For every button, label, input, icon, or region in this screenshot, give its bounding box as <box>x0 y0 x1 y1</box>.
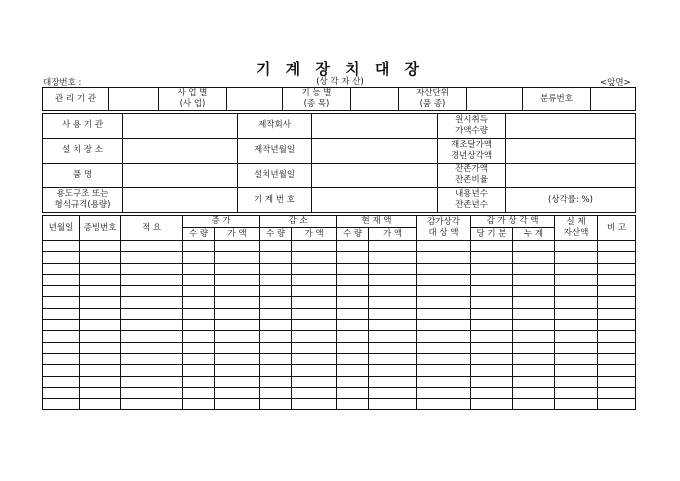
ledger-cell[interactable] <box>80 241 121 252</box>
ledger-cell[interactable] <box>417 274 471 285</box>
ledger-cell[interactable] <box>260 297 292 308</box>
table-row <box>43 241 636 252</box>
ledger-cell[interactable] <box>292 353 337 364</box>
ledger-cell[interactable] <box>513 320 555 331</box>
ledger-cell[interactable] <box>260 252 292 263</box>
ledger-cell[interactable] <box>513 263 555 274</box>
ledger-cell[interactable] <box>369 274 417 285</box>
ledger-cell[interactable] <box>80 263 121 274</box>
asset-info-table <box>42 113 636 213</box>
ledger-body <box>43 241 636 410</box>
ledger-cell[interactable] <box>369 241 417 252</box>
ledger-cell[interactable] <box>598 320 636 331</box>
ledger-cell[interactable] <box>121 353 183 364</box>
ledger-cell[interactable] <box>555 331 598 342</box>
manufacturer-field[interactable] <box>312 114 438 139</box>
install-date-field[interactable] <box>312 163 438 188</box>
ledger-cell[interactable] <box>121 376 183 387</box>
ledger-cell[interactable] <box>555 365 598 376</box>
ledger-cell[interactable] <box>121 387 183 398</box>
ledger-cell[interactable] <box>513 252 555 263</box>
ledger-number-label: 대장번호 : <box>43 78 82 88</box>
ledger-cell[interactable] <box>80 365 121 376</box>
ledger-cell[interactable] <box>260 365 292 376</box>
ledger-cell[interactable] <box>417 365 471 376</box>
ledger-cell[interactable] <box>513 365 555 376</box>
ledger-cell[interactable] <box>43 399 80 410</box>
ledger-cell[interactable] <box>121 308 183 319</box>
ledger-cell[interactable] <box>471 365 513 376</box>
ledger-cell[interactable] <box>183 263 215 274</box>
management-org-label: 관 리 기 관 <box>43 88 109 111</box>
ledger-cell[interactable] <box>260 308 292 319</box>
ledger-cell[interactable] <box>43 308 80 319</box>
sub-decrease-amount: 가 액 <box>292 228 337 241</box>
ledger-cell[interactable] <box>183 365 215 376</box>
manufacturer-label: 제작회사 <box>238 114 312 139</box>
asset-unit-field[interactable] <box>467 88 523 111</box>
ledger-cell[interactable] <box>337 297 369 308</box>
ledger-cell[interactable] <box>598 387 636 398</box>
ledger-cell[interactable] <box>183 297 215 308</box>
ledger-cell[interactable] <box>598 308 636 319</box>
page-side-label: <앞면> <box>600 78 631 88</box>
ledger-cell[interactable] <box>43 365 80 376</box>
ledger-cell[interactable] <box>513 286 555 297</box>
ledger-cell[interactable] <box>43 263 80 274</box>
ledger-cell[interactable] <box>598 252 636 263</box>
ledger-cell[interactable] <box>471 286 513 297</box>
ledger-cell[interactable] <box>121 331 183 342</box>
user-org-field[interactable] <box>123 114 238 139</box>
ledger-cell[interactable] <box>43 241 80 252</box>
user-org-label: 사 용 기 관 <box>43 114 123 139</box>
ledger-cell[interactable] <box>369 263 417 274</box>
ledger-cell[interactable] <box>417 308 471 319</box>
ledger-cell[interactable] <box>43 297 80 308</box>
ledger-cell[interactable] <box>513 274 555 285</box>
table-row <box>43 399 636 410</box>
ledger-cell[interactable] <box>292 331 337 342</box>
ledger-cell[interactable] <box>337 263 369 274</box>
ledger-cell[interactable] <box>417 342 471 353</box>
ledger-cell[interactable] <box>471 263 513 274</box>
ledger-cell[interactable] <box>369 286 417 297</box>
ledger-cell[interactable] <box>598 297 636 308</box>
item-name-field[interactable] <box>123 163 238 188</box>
residual-value-label: 잔존가액 잔존비율 <box>438 163 506 188</box>
ledger-cell[interactable] <box>471 387 513 398</box>
sub-increase-amount: 가 액 <box>215 228 260 241</box>
document-subtitle: (상 각 자 산) <box>316 77 364 87</box>
col-depreciation-amount: 감 가 상 각 액 <box>471 216 555 228</box>
ledger-cell[interactable] <box>183 274 215 285</box>
refurbishment-label: 재조달가액 경년상각액 <box>438 138 506 163</box>
ledger-cell[interactable] <box>337 353 369 364</box>
ledger-cell[interactable] <box>121 286 183 297</box>
ledger-cell[interactable] <box>260 331 292 342</box>
orig-acquisition-field[interactable] <box>506 114 636 139</box>
usage-structure-field[interactable] <box>123 188 238 213</box>
ledger-cell[interactable] <box>417 320 471 331</box>
by-business-label: 사 업 별 (사 업) <box>159 88 227 111</box>
ledger-cell[interactable] <box>471 342 513 353</box>
ledger-cell[interactable] <box>555 353 598 364</box>
table-row <box>43 376 636 387</box>
ledger-cell[interactable] <box>417 286 471 297</box>
ledger-cell[interactable] <box>337 308 369 319</box>
sub-increase-qty: 수 량 <box>183 228 215 241</box>
ledger-cell[interactable] <box>513 331 555 342</box>
ledger-cell[interactable] <box>555 308 598 319</box>
ledger-cell[interactable] <box>292 387 337 398</box>
ledger-cell[interactable] <box>80 353 121 364</box>
ledger-cell[interactable] <box>555 320 598 331</box>
ledger-cell[interactable] <box>43 320 80 331</box>
ledger-cell[interactable] <box>292 252 337 263</box>
col-increase: 증 가 <box>183 216 260 228</box>
col-date: 년월일 <box>43 216 80 241</box>
ledger-cell[interactable] <box>598 399 636 410</box>
col-remarks: 비 고 <box>598 216 636 241</box>
ledger-cell[interactable] <box>292 241 337 252</box>
by-function-field[interactable] <box>351 88 399 111</box>
ledger-cell[interactable] <box>260 376 292 387</box>
ledger-cell[interactable] <box>121 297 183 308</box>
ledger-cell[interactable] <box>369 353 417 364</box>
ledger-cell[interactable] <box>80 297 121 308</box>
classification-no-field[interactable] <box>591 88 636 111</box>
ledger-cell[interactable] <box>80 274 121 285</box>
ledger-cell[interactable] <box>43 331 80 342</box>
ledger-cell[interactable] <box>598 286 636 297</box>
ledger-cell[interactable] <box>183 320 215 331</box>
ledger-cell[interactable] <box>80 252 121 263</box>
ledger-cell[interactable] <box>337 365 369 376</box>
ledger-cell[interactable] <box>513 353 555 364</box>
ledger-cell[interactable] <box>215 241 260 252</box>
ledger-cell[interactable] <box>183 308 215 319</box>
classification-no-label: 분류번호 <box>523 88 591 111</box>
ledger-cell[interactable] <box>43 376 80 387</box>
ledger-cell[interactable] <box>215 399 260 410</box>
ledger-cell[interactable] <box>260 274 292 285</box>
ledger-cell[interactable] <box>417 331 471 342</box>
ledger-cell[interactable] <box>292 320 337 331</box>
ledger-cell[interactable] <box>292 399 337 410</box>
ledger-cell[interactable] <box>369 331 417 342</box>
ledger-cell[interactable] <box>292 342 337 353</box>
header-table <box>42 87 636 111</box>
ledger-cell[interactable] <box>183 241 215 252</box>
ledger-cell[interactable] <box>598 263 636 274</box>
ledger-cell[interactable] <box>183 252 215 263</box>
ledger-cell[interactable] <box>121 274 183 285</box>
sub-current-qty: 수 량 <box>337 228 369 241</box>
ledger-cell[interactable] <box>80 399 121 410</box>
sub-dep-cumulative: 누 계 <box>513 228 555 241</box>
ledger-cell[interactable] <box>471 274 513 285</box>
depreciation-rate-field[interactable]: (상각률: %) <box>506 188 636 213</box>
ledger-cell[interactable] <box>471 331 513 342</box>
ledger-cell[interactable] <box>215 320 260 331</box>
ledger-cell[interactable] <box>555 399 598 410</box>
useful-life-label: 내용년수 잔존년수 <box>438 188 506 213</box>
ledger-cell[interactable] <box>555 286 598 297</box>
ledger-cell[interactable] <box>555 263 598 274</box>
ledger-cell[interactable] <box>337 241 369 252</box>
ledger-cell[interactable] <box>80 308 121 319</box>
ledger-cell[interactable] <box>471 241 513 252</box>
refurbishment-field[interactable] <box>506 138 636 163</box>
ledger-cell[interactable] <box>471 320 513 331</box>
ledger-cell[interactable] <box>260 241 292 252</box>
ledger-cell[interactable] <box>337 320 369 331</box>
ledger-cell[interactable] <box>215 252 260 263</box>
manufacture-date-label: 제작년월일 <box>238 138 312 163</box>
ledger-cell[interactable] <box>292 286 337 297</box>
ledger-cell[interactable] <box>555 252 598 263</box>
ledger-cell[interactable] <box>471 353 513 364</box>
ledger-cell[interactable] <box>260 263 292 274</box>
ledger-cell[interactable] <box>80 387 121 398</box>
management-org-field[interactable] <box>109 88 159 111</box>
ledger-cell[interactable] <box>337 387 369 398</box>
table-row <box>43 387 636 398</box>
ledger-cell[interactable] <box>369 399 417 410</box>
ledger-cell[interactable] <box>369 252 417 263</box>
ledger-cell[interactable] <box>292 297 337 308</box>
ledger-cell[interactable] <box>513 376 555 387</box>
ledger-cell[interactable] <box>369 387 417 398</box>
ledger-cell[interactable] <box>121 365 183 376</box>
ledger-cell[interactable] <box>417 263 471 274</box>
ledger-cell[interactable] <box>43 353 80 364</box>
ledger-cell[interactable] <box>183 331 215 342</box>
machine-no-field[interactable] <box>312 188 438 213</box>
install-location-label: 설 치 장 소 <box>43 138 123 163</box>
ledger-cell[interactable] <box>471 376 513 387</box>
ledger-cell[interactable] <box>292 308 337 319</box>
table-row <box>43 353 636 364</box>
ledger-cell[interactable] <box>215 286 260 297</box>
col-depreciation-base: 감가상각 대 상 액 <box>417 216 471 241</box>
ledger-cell[interactable] <box>183 286 215 297</box>
ledger-cell[interactable] <box>215 297 260 308</box>
ledger-cell[interactable] <box>471 399 513 410</box>
ledger-cell[interactable] <box>215 376 260 387</box>
ledger-cell[interactable] <box>43 252 80 263</box>
ledger-cell[interactable] <box>598 241 636 252</box>
ledger-cell[interactable] <box>471 308 513 319</box>
ledger-cell[interactable] <box>513 399 555 410</box>
table-row <box>43 297 636 308</box>
table-row <box>43 331 636 342</box>
col-current: 현 재 액 <box>337 216 417 228</box>
manufacture-date-field[interactable] <box>312 138 438 163</box>
ledger-cell[interactable] <box>369 376 417 387</box>
ledger-cell[interactable] <box>43 274 80 285</box>
ledger-cell[interactable] <box>215 263 260 274</box>
ledger-cell[interactable] <box>260 353 292 364</box>
table-row <box>43 342 636 353</box>
ledger-cell[interactable] <box>337 399 369 410</box>
ledger-cell[interactable] <box>121 252 183 263</box>
ledger-cell[interactable] <box>215 274 260 285</box>
ledger-cell[interactable] <box>369 320 417 331</box>
ledger-cell[interactable] <box>292 365 337 376</box>
orig-acquisition-label: 원시취득 가액수량 <box>438 114 506 139</box>
ledger-cell[interactable] <box>417 252 471 263</box>
ledger-cell[interactable] <box>471 252 513 263</box>
install-date-label: 설치년월일 <box>238 163 312 188</box>
sub-dep-period: 당 기 분 <box>471 228 513 241</box>
ledger-cell[interactable] <box>183 387 215 398</box>
ledger-cell[interactable] <box>80 331 121 342</box>
ledger-cell[interactable] <box>417 399 471 410</box>
ledger-cell[interactable] <box>369 365 417 376</box>
ledger-cell[interactable] <box>80 342 121 353</box>
ledger-cell[interactable] <box>215 353 260 364</box>
table-row <box>43 263 636 274</box>
document-title: 기 계 장 치 대 장 <box>255 60 425 78</box>
table-row <box>43 308 636 319</box>
ledger-cell[interactable] <box>417 297 471 308</box>
asset-unit-label: 자산단위 (품 종) <box>399 88 467 111</box>
ledger-cell[interactable] <box>513 342 555 353</box>
ledger-cell[interactable] <box>80 286 121 297</box>
ledger-cell[interactable] <box>513 308 555 319</box>
ledger-cell[interactable] <box>121 342 183 353</box>
table-row <box>43 274 636 285</box>
ledger-cell[interactable] <box>183 399 215 410</box>
item-name-label: 품 명 <box>43 163 123 188</box>
ledger-cell[interactable] <box>598 365 636 376</box>
col-description: 적 요 <box>121 216 183 241</box>
col-voucher: 증빙번호 <box>80 216 121 241</box>
ledger-cell[interactable] <box>215 387 260 398</box>
ledger-cell[interactable] <box>598 331 636 342</box>
ledger-cell[interactable] <box>215 331 260 342</box>
ledger-cell[interactable] <box>337 331 369 342</box>
table-row <box>43 286 636 297</box>
ledger-cell[interactable] <box>555 241 598 252</box>
ledger-cell[interactable] <box>80 376 121 387</box>
ledger-cell[interactable] <box>598 353 636 364</box>
ledger-cell[interactable] <box>337 274 369 285</box>
ledger-cell[interactable] <box>80 320 121 331</box>
table-row <box>43 365 636 376</box>
ledger-cell[interactable] <box>417 353 471 364</box>
ledger-cell[interactable] <box>260 399 292 410</box>
ledger-cell[interactable] <box>555 297 598 308</box>
sub-current-amount: 가 액 <box>369 228 417 241</box>
ledger-cell[interactable] <box>369 342 417 353</box>
ledger-cell[interactable] <box>43 286 80 297</box>
ledger-cell[interactable] <box>598 342 636 353</box>
ledger-cell[interactable] <box>292 376 337 387</box>
col-decrease: 감 소 <box>260 216 337 228</box>
ledger-cell[interactable] <box>121 320 183 331</box>
ledger-cell[interactable] <box>513 297 555 308</box>
ledger-cell[interactable] <box>121 241 183 252</box>
ledger-cell[interactable] <box>555 274 598 285</box>
ledger-table <box>42 215 636 410</box>
ledger-cell[interactable] <box>598 376 636 387</box>
ledger-cell[interactable] <box>337 376 369 387</box>
ledger-cell[interactable] <box>121 399 183 410</box>
table-row <box>43 252 636 263</box>
col-actual-asset: 실 제 자산액 <box>555 216 598 241</box>
ledger-cell[interactable] <box>121 263 183 274</box>
ledger-cell[interactable] <box>43 387 80 398</box>
sub-decrease-qty: 수 량 <box>260 228 292 241</box>
ledger-cell[interactable] <box>292 263 337 274</box>
ledger-cell[interactable] <box>417 241 471 252</box>
ledger-cell[interactable] <box>215 342 260 353</box>
machine-no-label: 기 계 번 호 <box>238 188 312 213</box>
ledger-cell[interactable] <box>513 241 555 252</box>
ledger-cell[interactable] <box>183 376 215 387</box>
ledger-cell[interactable] <box>417 376 471 387</box>
ledger-cell[interactable] <box>43 342 80 353</box>
ledger-cell[interactable] <box>555 342 598 353</box>
ledger-cell[interactable] <box>260 286 292 297</box>
ledger-cell[interactable] <box>183 353 215 364</box>
ledger-cell[interactable] <box>292 274 337 285</box>
ledger-cell[interactable] <box>337 342 369 353</box>
by-function-label: 기 능 별 (종 목) <box>283 88 351 111</box>
usage-structure-label: 용도구조 또는 형식규격(용량) <box>43 188 123 213</box>
ledger-cell[interactable] <box>417 387 471 398</box>
ledger-cell[interactable] <box>471 297 513 308</box>
ledger-cell[interactable] <box>215 308 260 319</box>
by-business-field[interactable] <box>227 88 283 111</box>
ledger-cell[interactable] <box>337 286 369 297</box>
residual-value-field[interactable] <box>506 163 636 188</box>
table-row <box>43 320 636 331</box>
ledger-cell[interactable] <box>369 308 417 319</box>
ledger-cell[interactable] <box>513 387 555 398</box>
ledger-cell[interactable] <box>555 387 598 398</box>
ledger-cell[interactable] <box>183 342 215 353</box>
ledger-cell[interactable] <box>260 320 292 331</box>
ledger-cell[interactable] <box>555 376 598 387</box>
ledger-cell[interactable] <box>260 387 292 398</box>
ledger-cell[interactable] <box>337 252 369 263</box>
ledger-cell[interactable] <box>260 342 292 353</box>
ledger-cell[interactable] <box>598 274 636 285</box>
install-location-field[interactable] <box>123 138 238 163</box>
ledger-cell[interactable] <box>369 297 417 308</box>
ledger-cell[interactable] <box>215 365 260 376</box>
